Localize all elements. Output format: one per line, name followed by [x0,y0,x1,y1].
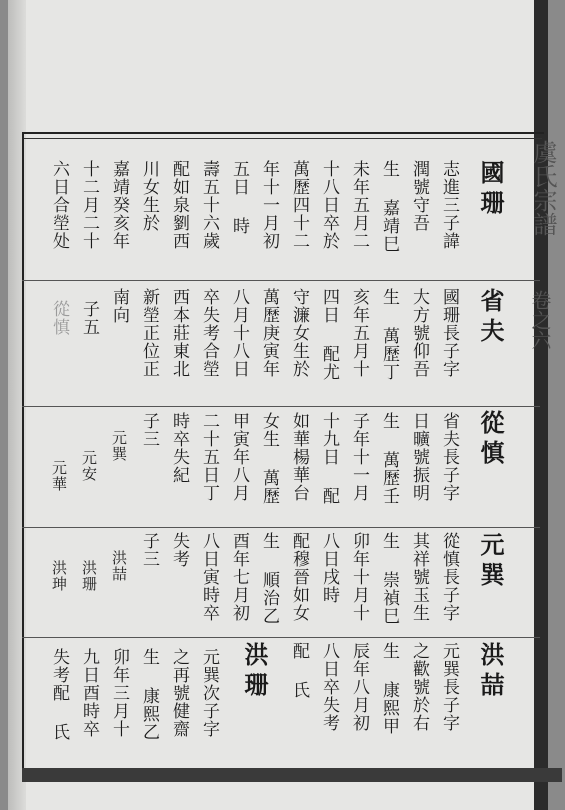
text-column: 萬歷四十二 [289,160,309,250]
band-divider [22,637,540,638]
entry-name: 元巽 [476,532,505,592]
text-column: 五日 時 [229,160,249,235]
text-column: 六日合塋处 [49,160,69,250]
text-column: 新塋正位正 [139,288,159,378]
text-column: 嘉靖癸亥年 [109,160,129,250]
entry-name: 洪珊 [240,642,269,702]
entry-name: 省夫 [476,288,505,348]
text-column: 卯年十月十 [349,532,369,622]
text-column: 川女生於 [139,160,159,232]
page-frame [22,132,544,774]
text-column: 生 康熙乙 [139,648,159,741]
text-column: 西本莊東北 [169,288,189,378]
genealogy-page [8,0,557,810]
text-column: 酉年七月初 [229,532,249,622]
text-column: 如華楊華台 [289,412,309,502]
text-column: 四日 配尤 [319,288,339,381]
text-column: 八日寅時卒 [199,532,219,622]
entry-name: 從慎 [476,410,505,470]
text-column: 元巽長子字 [439,642,459,732]
text-column: 八月十八日 [229,288,249,378]
text-column: 八日戌時 [319,532,339,604]
band-divider [22,527,540,528]
text-column: 配 氏 [289,642,309,699]
text-column: 大方號仰吾 [409,288,429,378]
text-column: 生 康熙甲 [379,642,399,735]
text-column: 生 順治乙 [259,532,279,625]
text-column: 生 萬歷丁 [379,288,399,381]
text-column: 未年五月二 [349,160,369,250]
text-column: 亥年五月十 [349,288,369,378]
text-column: 八日卒失考 [319,642,339,732]
text-column: 子年十一月 [349,412,369,502]
band-divider [22,406,540,407]
text-column: 失考 [169,532,189,568]
band-divider [22,280,540,281]
text-column: 配穆晉如女 [289,532,309,622]
text-column: 年十一月初 [259,160,279,250]
text-column: 之歡號於右 [409,642,429,732]
text-column: 甲寅年八月 [229,412,249,502]
text-column: 九日酉時卒 [79,648,99,738]
text-column: 潤號守吾 [409,160,429,232]
text-column: 省夫長子字 [439,412,459,502]
book-title: 虞氏宗譜 [529,140,557,236]
child-name: 洪珅 [50,560,68,592]
text-column: 志進三子諱 [439,160,459,250]
entry-name: 洪喆 [476,642,505,702]
child-name: 元華 [50,460,68,492]
text-column: 生 崇禎巳 [379,532,399,625]
child-name: 洪珊 [80,560,98,592]
text-column: 生 嘉靖巳 [379,160,399,253]
text-column: 日曠號振明 [409,412,429,502]
text-column: 辰年八月初 [349,642,369,732]
text-column: 子五 [79,300,99,336]
text-column: 萬歷庚寅年 [259,288,279,378]
text-column: 配如泉劉西 [169,160,189,250]
text-column: 南向 [109,288,129,324]
faint-text: 從慎 [49,300,69,336]
text-column: 十九日 配 [319,412,339,505]
entry-name: 國珊 [476,160,505,220]
text-column: 生 萬歷壬 [379,412,399,505]
text-column: 其祥號玉生 [409,532,429,622]
text-column: 二十五日丁 [199,412,219,502]
text-column: 元巽次子字 [199,648,219,738]
text-column: 守濂女生於 [289,288,309,378]
child-name: 元安 [80,450,98,482]
text-column: 失考配 氏 [49,648,69,741]
text-column: 卒失考合塋 [199,288,219,378]
text-column: 女生 萬歷 [259,412,279,505]
volume-label: 卷之六 [528,290,552,350]
child-name: 洪喆 [110,550,128,582]
text-column: 子三 [139,412,159,448]
bottom-border [22,768,562,782]
text-column: 子三 [139,532,159,568]
text-column: 時卒失紀 [169,412,189,484]
text-column: 十二月二十 [79,160,99,250]
child-name: 元巽 [110,430,128,462]
text-column: 從慎長子字 [439,532,459,622]
text-column: 十八日卒於 [319,160,339,250]
text-column: 壽五十六歲 [199,160,219,250]
text-column: 國珊長子字 [439,288,459,378]
text-column: 之再號健齋 [169,648,189,738]
text-column: 卯年三月十 [109,648,129,738]
